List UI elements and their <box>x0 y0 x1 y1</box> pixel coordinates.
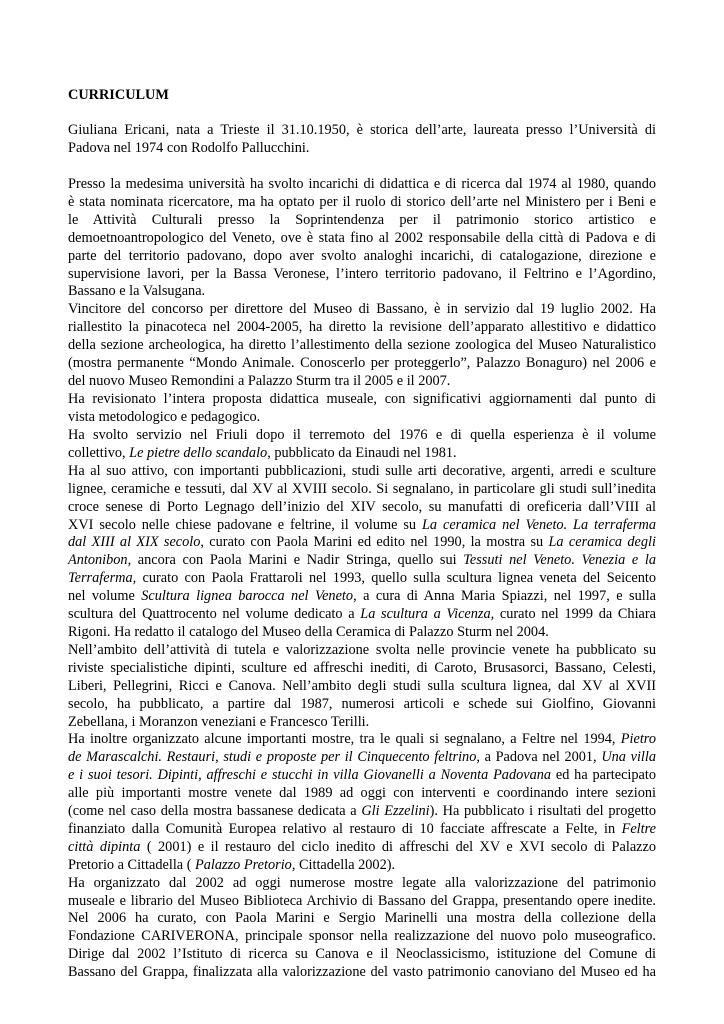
page-title: CURRICULUM <box>68 87 169 103</box>
text-line: Bassano del Grappa, finalizzata alla valorizzazione del vasto patrimonio canoviano del Museo ed ha <box>68 964 656 981</box>
text-line: secolo, ha pubblicato, a partire dal 1987, numerosi articoli e schede sui Giolfino, Giovanni <box>68 695 656 712</box>
book-title: Pietro <box>620 731 656 748</box>
book-title: Antonibon, <box>68 552 132 569</box>
text-line: de Marascalchi. Restauri, studi e proposte per il Cinquecento feltrino, a Padova nel 2001, Una villa <box>68 749 657 766</box>
text-line: Fondazione CARIVERONA, principale sponsor nella realizzazione del nuovo polo museografico. <box>68 928 656 945</box>
text-line: è stata nominata ricercatore, ma ha optato per il ruolo di storico dell’arte nel Ministero per i Beni e <box>68 193 656 210</box>
paragraph-publications <box>68 427 656 982</box>
text-line: Zebellana, i Moranzon veneziani e Francesco Terilli. <box>68 713 370 730</box>
text-line: Ha inoltre organizzato alcune importanti mostre, tra le quali si segnalano, a Feltre nel 1994, Pietro <box>68 731 656 748</box>
book-title: La scultura a Vicenza, <box>360 606 495 623</box>
text-line: Ha organizzato dal 2002 ad oggi numerose mostre legate alla valorizzazione del patrimonio <box>68 874 656 891</box>
text-line: alle più importanti mostre venete dal 1989 ad oggi con interventi e coordinando intere sezioni <box>68 785 656 802</box>
text-line: lignee, ceramiche e tessuti, dal XV al XVIII secolo. Si segnalano, in particolare gli studi sull’inedita <box>68 480 656 497</box>
book-title: La ceramica nel Veneto. La terraferma <box>421 516 656 533</box>
book-title: dal XIII al XIX secolo <box>68 534 201 551</box>
text-line: scultura del Quattrocento nel volume dedicato a La scultura a Vicenza, curato nel 1999 da Chiara <box>68 606 657 623</box>
text-line: vista metodologico e pedagogico. <box>68 408 261 425</box>
text-line: della sezione archeologica, ha diretto l’allestimento della sezione zoologica del Museo Naturalistico <box>68 337 656 354</box>
paragraph-intro <box>68 122 656 158</box>
text-line: museale e librario del Museo Biblioteca Archivio di Bassano del Grappa, presentando opere inedite. <box>68 892 656 909</box>
text-line: Ha al suo attivo, con importanti pubblicazioni, studi sulle arti decorative, argenti, arredi e sculture <box>68 462 656 479</box>
text-line: (come nel caso della mostra bassanese dedicata a Gli Ezzelini). Ha pubblicato i risultati del progetto <box>68 803 656 820</box>
book-title: Tessuti nel Veneto. Venezia e la <box>463 552 656 569</box>
text-line: croce senese di Porto Legnago dell’inizio del XIV secolo, su manufatti di oreficeria dall’VIII al <box>68 498 656 515</box>
book-title: Palazzo Pretorio, <box>195 856 296 873</box>
book-title: La ceramica degli <box>548 534 656 551</box>
text-line: Bassano e la Valsugana. <box>68 283 206 300</box>
text-line: XVI secolo nelle chiese padovane e feltrine, il volume su La ceramica nel Veneto. La terraferma <box>68 516 656 533</box>
book-title: de Marascalchi. Restauri, studi e proposte per il Cinquecento feltrino <box>68 749 477 766</box>
text-line: Terraferma, curato con Paola Frattaroli nel 1993, quello sulla scultura lignea veneta del Seicento <box>68 570 656 587</box>
text-line: Presso la medesima università ha svolto incarichi di didattica e di ricerca dal 1974 al 1980, quando <box>68 176 656 192</box>
text-line: Nell’ambito dell’attività di tutela e valorizzazione svolta nelle provincie venete ha pubblicato su <box>68 641 656 658</box>
text-line: Vincitore del concorso per direttore del Museo di Bassano, è in servizio dal 19 luglio 2002. Ha <box>68 301 656 318</box>
text-line: Antonibon, ancora con Paola Marini e Nadir Stringa, quello sui Tessuti nel Veneto. Venezia e la <box>68 552 656 569</box>
book-title: Scultura lignea barocca nel Veneto <box>141 588 354 605</box>
book-title: Feltre <box>621 820 656 837</box>
text-line: Padova nel 1974 con Rodolfo Pallucchini. <box>68 139 310 156</box>
book-title: Terraferma, <box>68 570 137 587</box>
text-line: Ha svolto servizio nel Friuli dopo il terremoto del 1976 e di quella esperienza è il volume <box>68 427 656 443</box>
text-line: supervisione lavori, per la Bassa Veronese, l’intero territorio padovano, il Feltrino e l’Agordino, <box>68 265 656 282</box>
text-line: nel volume Scultura lignea barocca nel Veneto, a cura di Anna Maria Spiazzi, nel 1997, e sulla <box>68 588 657 605</box>
text-line: e i suoi tesori. Dipinti, affreschi e stucchi in villa Giovanelli a Noventa Padovana ed ha partecipato <box>68 767 657 784</box>
book-title: Le pietre dello scandalo, <box>129 444 271 461</box>
text-line: finanziato dalla Comunità Europea relativo al restauro di 10 facciate affrescate a Felte, in Feltre <box>68 820 656 837</box>
text-line: Pretorio a Cittadella ( Palazzo Pretorio, Cittadella 2002). <box>68 856 396 873</box>
book-title: città dipinta <box>68 838 141 855</box>
text-line: Dirige dal 2002 l’Istituto di ricerca su Canova e il Neoclassicismo, istituzione del Comune di <box>68 946 656 963</box>
text-line: (mostra permanente “Mondo Animale. Conoscerlo per proteggerlo”, Palazzo Bonaguro) nel 2006 e <box>68 355 656 372</box>
text-line: Liberi, Pellegrini, Ricci e Canova. Nell’ambito degli studi sulla scultura lignea, dal XV al XVII <box>68 677 656 694</box>
text-line: parte del territorio padovano, dopo aver svolto analoghi incarichi, di catalogazione, direzione e <box>68 247 656 264</box>
paragraph-career <box>68 176 656 427</box>
text-line: Rigoni. Ha redatto il catalogo del Museo della Ceramica di Palazzo Sturm nel 2004. <box>68 623 549 640</box>
text-line: demoetnoantropologico del Veneto, ove è stata fino al 2002 responsabile della città di Padova e di <box>68 229 656 246</box>
text-line: riallestito la pinacoteca nel 2004-2005, ha diretto la revisione dell’apparato allestitivo e didattico <box>68 319 656 336</box>
text-line: Giuliana Ericani, nata a Trieste il 31.10.1950, è storica dell’arte, laureata presso l’Università di <box>68 122 656 138</box>
text-line: riviste specialistiche dipinti, sculture ed affreschi inediti, di Caroto, Brusasorci, Bassano, Celesti, <box>68 659 656 676</box>
text-line: del nuovo Museo Remondini a Palazzo Sturm tra il 2005 e il 2007. <box>68 372 451 389</box>
text-line: città dipinta ( 2001) e il restauro del ciclo inedito di affreschi del XV e XVI secolo di Palazzo <box>68 838 656 855</box>
book-title: Gli Ezzelini <box>361 803 430 820</box>
book-title: Una villa <box>601 749 657 766</box>
text-line: le Attività Culturali presso la Soprintendenza per il patrimonio storico artistico e <box>68 211 656 228</box>
text-line: collettivo, Le pietre dello scandalo, pubblicato da Einaudi nel 1981. <box>68 444 457 461</box>
text-line: Nel 2006 ha curato, con Paola Marini e Sergio Marinelli una mostra della collezione della <box>68 910 656 927</box>
text-line: Ha revisionato l’intera proposta didattica museale, con significativi aggiornamenti dal punto di <box>68 390 656 407</box>
text-line: dal XIII al XIX secolo, curato con Paola Marini ed edito nel 1990, la mostra su La ceramica degli <box>68 534 656 551</box>
book-title: e i suoi tesori. Dipinti, affreschi e stucchi in villa Giovanelli a Noventa Padovana <box>68 767 552 784</box>
